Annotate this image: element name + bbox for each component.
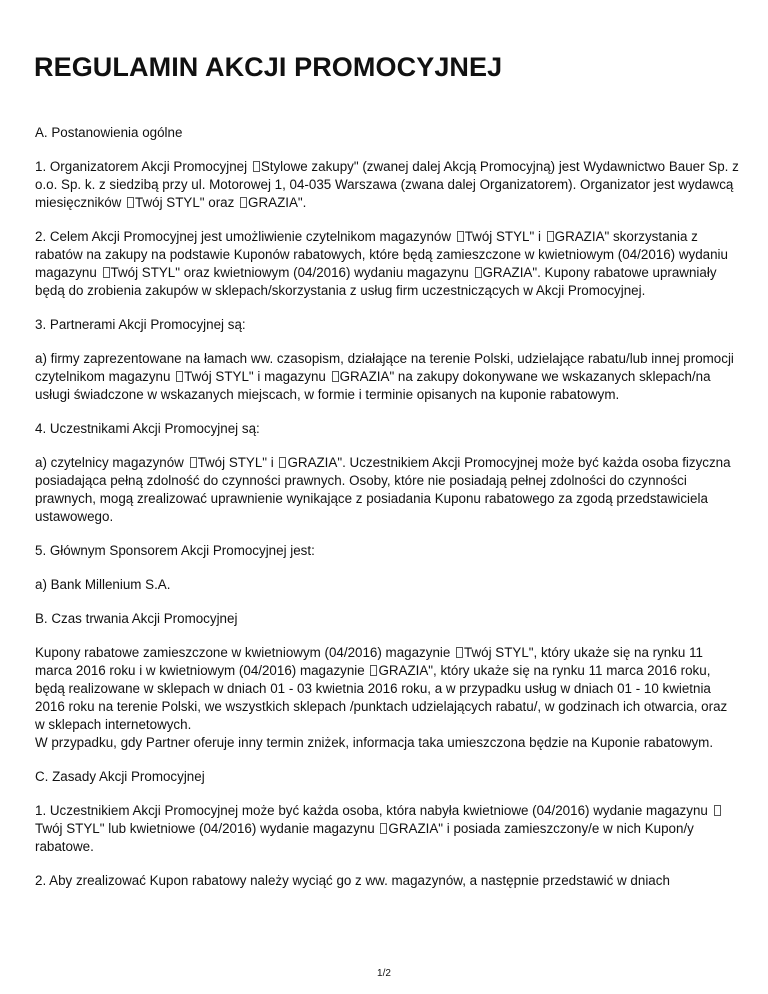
missing-glyph-box — [190, 457, 197, 468]
missing-glyph-box — [332, 371, 339, 382]
section-heading-a: A. Postanowienia ogólne — [35, 125, 183, 140]
paragraph-c1: 1. Uczestnikiem Akcji Promocyjnej może być każda osoba, która nabyła kwietniowe (04/2016) wydanie magazynu Twój STYL" lub kwietniowe (04/2016) wydanie magazynu GRAZIA" i posiada zamieszczony/e w nich Kupon/y rabatowe. — [35, 802, 740, 856]
section-heading-c: C. Zasady Akcji Promocyjnej — [35, 769, 205, 784]
missing-glyph-box — [240, 197, 247, 208]
missing-glyph-box — [103, 267, 110, 278]
missing-glyph-box — [370, 665, 377, 676]
document-title: REGULAMIN AKCJI PROMOCYJNEJ — [34, 52, 503, 82]
paragraph-a4: 4. Uczestnikami Akcji Promocyjnej są: — [35, 421, 260, 436]
missing-glyph-box — [127, 197, 134, 208]
paragraph-a5a: a) Bank Millenium S.A. — [35, 577, 171, 592]
section-heading-b: B. Czas trwania Akcji Promocyjnej — [35, 611, 238, 626]
missing-glyph-box — [457, 231, 464, 242]
missing-glyph-box — [176, 371, 183, 382]
missing-glyph-box — [253, 161, 260, 172]
missing-glyph-box — [380, 823, 387, 834]
paragraph-a2: 2. Celem Akcji Promocyjnej jest umożliwienie czytelnikom magazynów Twój STYL" i GRAZIA" skorzystania z rabatów na zakupy na podstawie Kuponów rabatowych, które będą zamieszczone w kwietniowym (04/2016) wydaniu magazynu Twój STYL" oraz kwietniowym (04/2016) wydaniu magazynu GRAZIA". Kupony rabatowe uprawniały będą do zrobienia zakupów w sklepach/skorzystania z usług firm uczestniczących w Akcji Promocyjnej. — [35, 229, 728, 298]
missing-glyph-box — [279, 457, 286, 468]
page-number: 1/2 — [377, 968, 391, 979]
document-body — [35, 124, 740, 890]
missing-glyph-box — [714, 805, 721, 816]
missing-glyph-box — [475, 267, 482, 278]
paragraph-a4a: a) czytelnicy magazynów Twój STYL" i GRAZIA". Uczestnikiem Akcji Promocyjnej może być każda osoba fizyczna posiadająca pełną zdolność do czynności prawnych. Osoby, które nie posiadają pełnej zdolności do czynności prawnych, mogą zrealizować uprawnienie wynikające z posiadania Kuponu rabatowego za zgodą przedstawiciela ustawowego. — [35, 455, 731, 524]
paragraph-b1: Kupony rabatowe zamieszczone w kwietniowym (04/2016) magazynie Twój STYL", który ukaże się na rynku 11 marca 2016 roku i w kwietniowym (04/2016) magazynie GRAZIA", który ukaże się na rynku 11 marca 2016 roku, będą realizowane w sklepach w dniach 01 - 03 kwietnia 2016 roku, a w przypadku usług w dniach 01 - 10 kwietnia 2016 roku na terenie Polski, we wszystkich sklepach /punktach udzielających rabatu/, w godzinach ich otwarcia, oraz w sklepach internetowych. W przypadku, gdy Partner oferuje inny termin zniżek, informacja taka umieszczona będzie na Kuponie rabatowym. — [35, 645, 728, 750]
paragraph-a3a: a) firmy zaprezentowane na łamach ww. czasopism, działające na terenie Polski, udzielające rabatu/lub innej promocji czytelnikom magazynu Twój STYL" i magazynu GRAZIA" na zakupy dokonywane we wskazanych sklepach/na usługi świadczone w wskazanych miejscach, w formie i terminie opisanych na kuponie rabatowym. — [35, 351, 734, 402]
paragraph-a5: 5. Głównym Sponsorem Akcji Promocyjnej jest: — [35, 543, 315, 558]
paragraph-c2: 2. Aby zrealizować Kupon rabatowy należy wyciąć go z ww. magazynów, a następnie przedstawić w dniach — [35, 873, 670, 888]
paragraph-a3: 3. Partnerami Akcji Promocyjnej są: — [35, 317, 246, 332]
missing-glyph-box — [547, 231, 554, 242]
missing-glyph-box — [456, 647, 463, 658]
paragraph-a1: 1. Organizatorem Akcji Promocyjnej Stylowe zakupy" (zwanej dalej Akcją Promocyjną) jest Wydawnictwo Bauer Sp. z o.o. Sp. k. z siedzibą przy ul. Motorowej 1, 04-035 Warszawa (zwana dalej Organizatorem). Organizator jest wydawcą miesięczników Twój STYL" oraz GRAZIA". — [35, 159, 739, 210]
